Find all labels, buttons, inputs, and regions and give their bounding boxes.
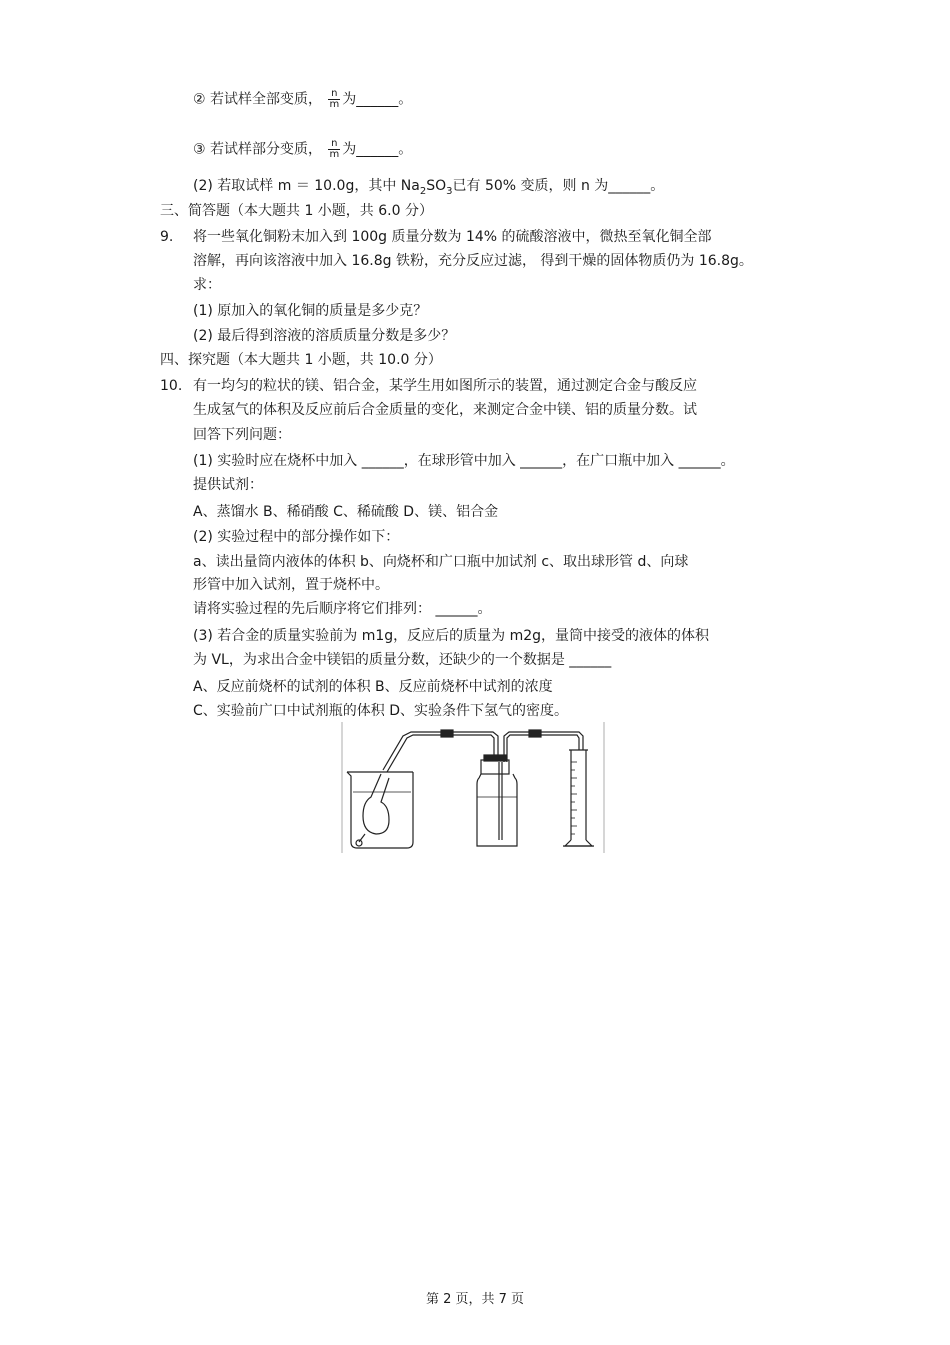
apparatus-figure bbox=[341, 722, 606, 854]
q10-option-ab: A、反应前烧杯的试剂的体积 B、反应前烧杯中试剂的浓度 bbox=[193, 679, 553, 695]
section-4-heading: 四、探究题（本大题共 1 小题，共 10.0 分） bbox=[160, 352, 442, 368]
q10-number: 10. bbox=[160, 378, 183, 394]
q10-part-1-reagents-label: 提供试剂： bbox=[193, 477, 263, 493]
q10-part-3: (3) 若合金的质量实验前为 m1g，反应后的质量为 m2g，量筒中接受的液体的体积 bbox=[193, 628, 710, 644]
q9-part-1: (1) 原加入的氧化铜的质量是多少克？ bbox=[193, 303, 428, 319]
fraction-n-over-m: $\frac{n}{m}$ bbox=[329, 138, 340, 160]
q10-part-2-steps-2: 形管中加入试剂，置于烧杯中。 bbox=[193, 577, 389, 593]
q10-part-2-order: 请将实验过程的先后顺序将它们排列： ______。 bbox=[193, 601, 492, 617]
q10-text-line-1: 有一均匀的粒状的镁、铝合金，某学生用如图所示的装置，通过测定合金与酸反应 bbox=[193, 378, 697, 394]
q9-text-line-1: 将一些氧化铜粉末加入到 100g 质量分数为 14% 的硫酸溶液中，微热至氧化铜全部 bbox=[193, 229, 712, 245]
q10-option-cd: C、实验前广口中试剂瓶的体积 D、实验条件下氢气的密度。 bbox=[193, 703, 569, 719]
q9-part-2: (2) 最后得到溶液的溶质质量分数是多少？ bbox=[193, 328, 456, 344]
q10-text-line-2: 生成氢气的体积及反应前后合金质量的变化，来测定合金中镁、铝的质量分数。试 bbox=[193, 402, 697, 418]
q10-text-line-3: 回答下列问题： bbox=[193, 427, 291, 443]
q8-part2-line: (2) 若取试样 m ＝ 10.0g，其中 $Na_2SO_3$已有 50% 变质，则 n 为______。 bbox=[193, 178, 665, 197]
q10-part-2: (2) 实验过程中的部分操作如下： bbox=[193, 529, 400, 545]
section-3-heading: 三、简答题（本大题共 1 小题，共 6.0 分） bbox=[160, 203, 433, 219]
q10-reagent-options: A、蒸馏水 B、稀硝酸 C、稀硫酸 D、镁、铝合金 bbox=[193, 504, 499, 520]
q10-part-2-steps-1: a、读出量筒内液体的体积 b、向烧杯和广口瓶中加试剂 c、取出球形管 d、向球 bbox=[193, 554, 689, 570]
fraction-n-over-m: $\frac{n}{m}$ bbox=[329, 88, 340, 110]
q9-text-line-2: 溶解，再向该溶液中加入 16.8g 铁粉，充分反应过滤， 得到干燥的固体物质仍为 16.8g。 bbox=[193, 253, 753, 269]
page-footer: 第 2 页，共 7 页 bbox=[425, 1292, 525, 1307]
q10-part-1: (1) 实验时应在烧杯中加入 ______，在球形管中加入 ______，在广口瓶中加入 ______。 bbox=[193, 453, 735, 469]
q10-part-3-line-2: 为 VL，为求出合金中镁铝的质量分数，还缺少的一个数据是 ______ bbox=[193, 652, 612, 668]
q9-number: 9. bbox=[160, 229, 174, 245]
q9-text-line-3: 求： bbox=[193, 277, 221, 293]
q8-sub2-line: ② 若试样全部变质， $\frac{n}{m}$ 为______。 bbox=[193, 88, 413, 110]
q8-sub3-line: ③ 若试样部分变质， $\frac{n}{m}$ 为______。 bbox=[193, 138, 413, 160]
